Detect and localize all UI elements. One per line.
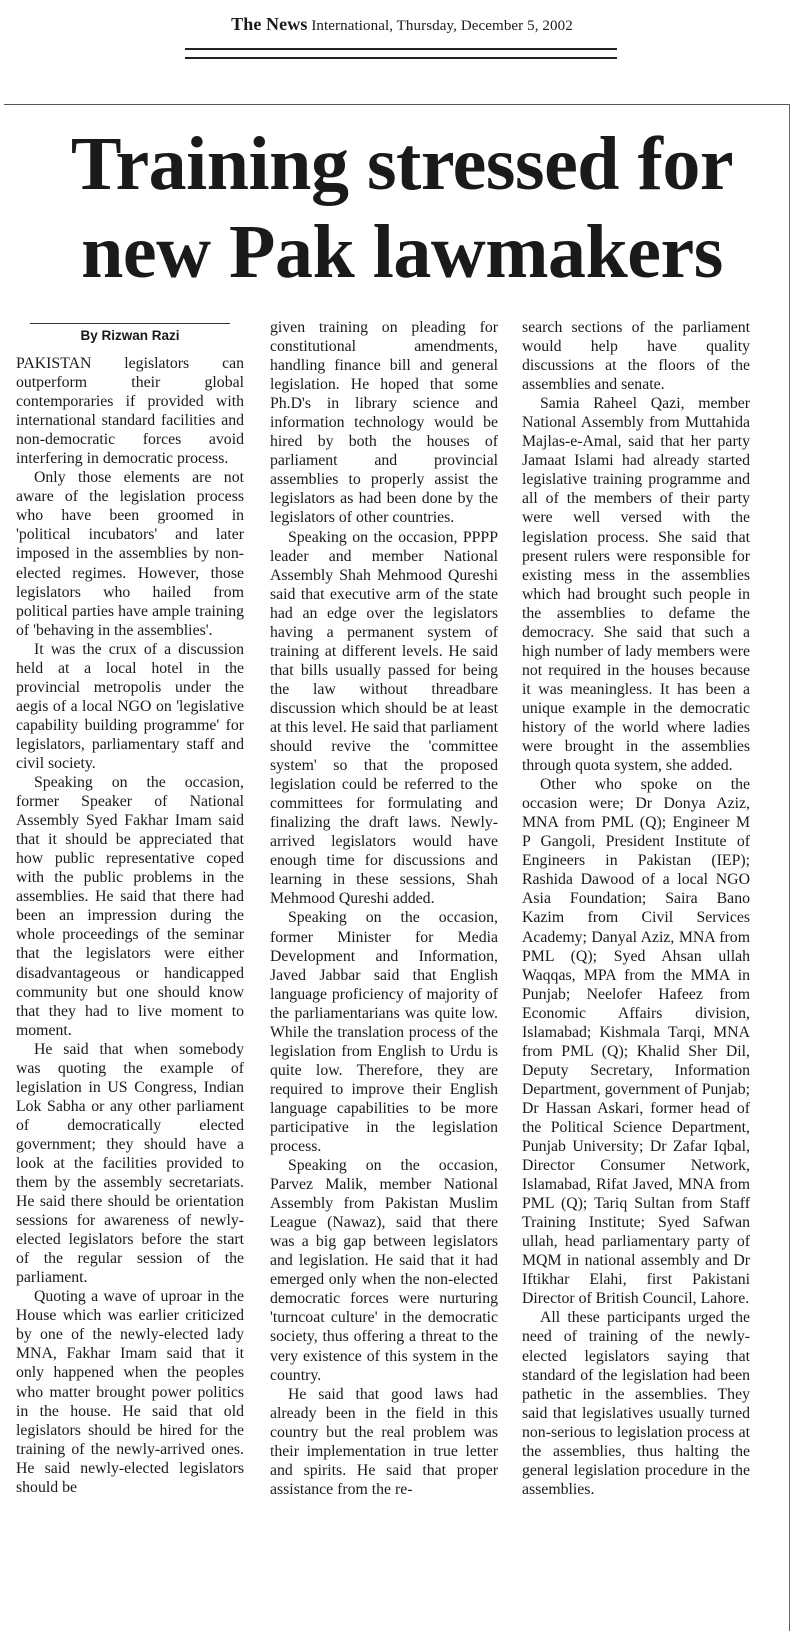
paragraph: PAKISTAN legislators can outperform their global contemporaries if provided with international standard facilities and non-democratic forces avoid interfering in democratic process. bbox=[16, 355, 244, 468]
paragraph: search sections of the parliament would help have quality discussions at the floors of the assemblies and senate. bbox=[522, 319, 750, 394]
masthead bbox=[0, 14, 804, 35]
byline: By Rizwan Razi bbox=[80, 328, 180, 343]
paragraph: All these participants urged the need of training of the newly-elected legislators saying that standard of the legislation had been pathetic in the assemblies. They said that legislatives usually turned non-serious to legislation process at the assemblies, thus halting the general legislation procedure in the assemblies. bbox=[522, 1309, 750, 1498]
article-column-3 bbox=[522, 318, 750, 1499]
paragraph: Speaking on the occasion, Parvez Malik, member National Assembly from Pakistan Muslim League (Nawaz), said that there was a big gap between legislators and legislation. He said that it had emerged only when the non-elected democratic forces were nurturing 'turncoat culture' in the democratic society, thus offering a threat to the very existence of this system in the country. bbox=[270, 1157, 498, 1384]
paragraph: He said that when somebody was quoting the example of legislation in US Congress, Indian Lok Sabha or any other parliament of democratically elected government; they should have a look at the facilities provided to them by the assembly secretariats. He said there should be orientation sessions for awareness of newly-elected legislators before the start of the regular session of the parliament. bbox=[16, 1040, 244, 1287]
headline-line-1: Training stressed for bbox=[70, 122, 734, 206]
clipping-frame-top bbox=[4, 104, 790, 105]
byline-rule bbox=[30, 323, 230, 324]
paragraph: Speaking on the occasion, former Minister for Media Development and Information, Javed Jabbar said that English language proficiency of majority of the parliamentarians was quite low. While the translation process of the legislation from English to Urdu is quite low. Therefore, they are required to improve their English language capabilities to be more participative in the legislation process. bbox=[270, 909, 498, 1156]
paragraph: He said that good laws had already been in the field in this country but the real problem was their implementation in true letter and spirits. He said that proper assistance from the re- bbox=[270, 1385, 498, 1498]
paragraph: Speaking on the occasion, PPPP leader and member National Assembly Shah Mehmood Qureshi said that executive arm of the state had an edge over the legislators having a permanent system of training at different levels. He said that bills usually passed for being the law without threadbare discussion which should be at least at this level. He said that parliament should revive the 'committee system' so that the proposed legislation could be referred to the committees for formulating and finalizing the draft laws. Newly-arrived legislators would have enough time for discussions and learning in these sessions, Shah Mehmood Qureshi added. bbox=[270, 528, 498, 908]
clipping-frame-right bbox=[789, 104, 790, 1631]
paragraph: Other who spoke on the occasion were; Dr Donya Aziz, MNA from PML (Q); Engineer M P Gangoli, President Institute of Engineers in Pakistan (IEP); Rashida Dawood of a local NGO Asia Foundation; Saira Bano Kazim from Civil Services Academy; Danyal Aziz, MNA from PML (Q); Syed Ahsan ullah Waqqas, MPA from the MMA in Punjab; Neelofer Hafeez from Economic Affairs division, Islamabad; Kishmala Tarqi, MNA from PML (Q); Khalid Sher Dil, Deputy Secretary, Information Department, government of Punjab; Dr Hassan Askari, former head of the Political Science Department, Punjab University; Dr Zafar Iqbal, Director Consumer Network, Islamabad, Rifat Javed, MNA from PML (Q); Tariq Sultan from Staff Training Institute; Syed Safwan ullah, head parliamentary party of MQM in national assembly and Dr Iftikhar Elahi, first Pakistani Director of British Council, Lahore. bbox=[522, 776, 750, 1308]
paragraph: Speaking on the occasion, former Speaker of National Assembly Syed Fakhar Imam said that it should be appreciated that how public representative coped with the public problems in the assemblies. He said that there had been an impression during the whole proceedings of the seminar that the legislators were either disadvantageous or handicapped community but one should know that they had to live moment to moment. bbox=[16, 774, 244, 1039]
paragraph: Samia Raheel Qazi, member National Assembly from Muttahida Majlas-e-Amal, said that her party Jamaat Islami had already started legislative training programme and all of the members of their party were well versed with the legislation process. She said that present rulers were responsible for existing mess in the assemblies which had brought such people in the assemblies to defame the democracy. She said that such a high number of lady members were not required in the houses because it was meaningless. It has been a unique example in the democratic history of the world where ladies were brought in the assemblies through quota system, she added. bbox=[522, 395, 750, 775]
publication-name: The News bbox=[231, 14, 308, 34]
article-column-1 bbox=[16, 354, 244, 1497]
headline-line-2: new Pak lawmakers bbox=[81, 210, 723, 294]
paragraph: Only those elements are not aware of the legislation process who have been groomed in 'political incubators' and later imposed in the assemblies by non-elected regimes. However, those legislators who hailed from political parties have ample training of 'behaving in the assemblies'. bbox=[16, 469, 244, 639]
headline bbox=[0, 120, 804, 296]
masthead-rule-bottom bbox=[185, 57, 617, 59]
paragraph: It was the crux of a discussion held at a local hotel in the provincial metropolis under the aegis of a local NGO on 'legislative capability building programme' for legislators, parliamentary staff and civil society. bbox=[16, 640, 244, 772]
masthead-rule-top bbox=[185, 48, 617, 50]
dateline: International, Thursday, December 5, 2002 bbox=[311, 18, 573, 34]
article-column-2 bbox=[270, 318, 498, 1499]
paragraph: given training on pleading for constitutional amendments, handling finance bill and general legislation. He hoped that some Ph.D's in library science and information technology would be hired by both the houses of parliament and provincial assemblies to properly assist the legislators as had been done by the legislators of other countries. bbox=[270, 319, 498, 527]
paragraph: Quoting a wave of uproar in the House which was earlier criticized by one of the newly-elected lady MNA, Fakhar Imam said that it only happened when the peoples who matter brought power politics in the house. He said that old legislators should be hired for the training of the newly-arrived ones. He said newly-elected legislators should be bbox=[16, 1288, 244, 1496]
